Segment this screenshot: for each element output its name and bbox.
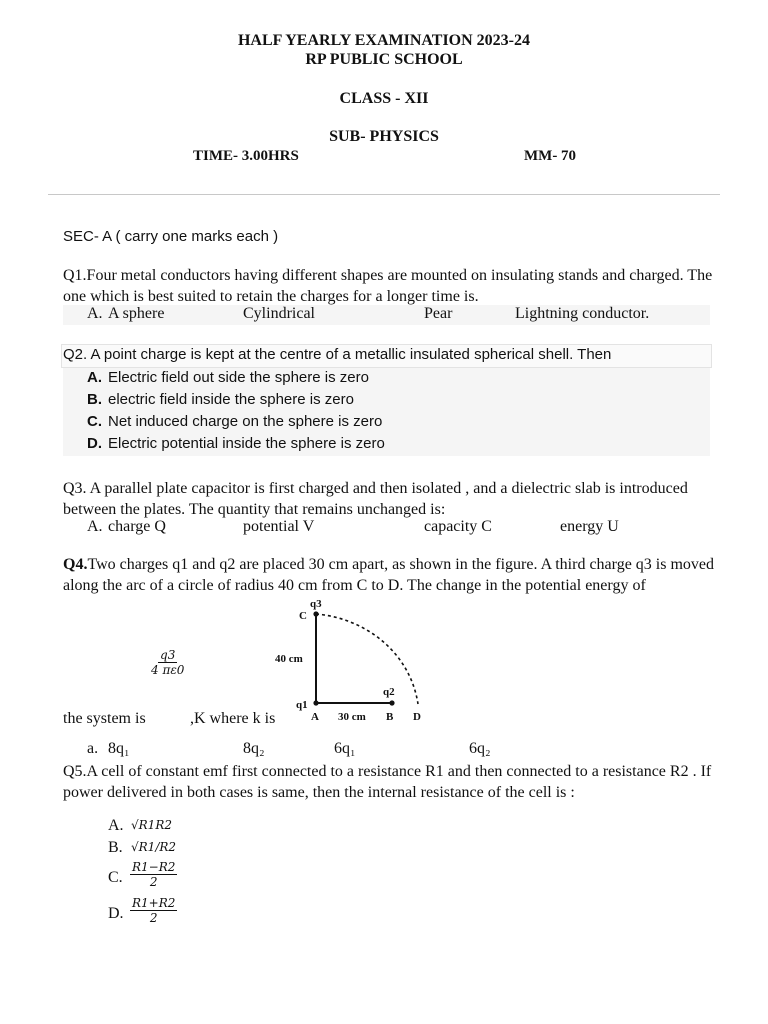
- q2-option-a: Electric field out side the sphere is zero: [108, 369, 369, 386]
- q4-option-a-label: a.: [87, 740, 99, 757]
- q5-option-b-label: B.: [108, 839, 123, 856]
- question-2-text: Q2. A point charge is kept at the centre of a metallic insulated spherical shell. Then: [63, 346, 612, 363]
- time-label: TIME- 3.00HRS: [193, 148, 299, 164]
- figure-label-40cm: 40 cm: [275, 653, 303, 665]
- q2-option-a-label: A.: [87, 369, 102, 386]
- q4-option-b: 8q₂: [243, 740, 265, 757]
- divider: [48, 194, 720, 195]
- figure-label-q1: q1: [296, 699, 308, 711]
- q3-option-c: capacity C: [424, 518, 492, 535]
- q5-option-c-denominator: 2: [149, 875, 158, 889]
- q1-option-c: Pear: [424, 305, 453, 322]
- q5-option-d: [130, 896, 177, 925]
- q3-option-d: energy U: [560, 518, 619, 535]
- q5-option-c: [130, 860, 177, 889]
- q4-option-c: 6q₁: [334, 740, 356, 757]
- q1-option-a: A sphere: [108, 305, 165, 322]
- q5-option-b: √R1/R2: [131, 840, 177, 854]
- q4-fraction-numerator: q3: [160, 648, 176, 662]
- question-3-text: Q3. A parallel plate capacitor is first charged and then isolated , and a dielectric slab is introduced between the plates. The quantity that remains unchanged is:: [63, 480, 688, 518]
- q2-option-c: Net induced charge on the sphere is zero: [108, 413, 383, 430]
- q4-body: Two charges q1 and q2 are placed 30 cm apart, as shown in the figure. A third charge q3 is moved along the arc of a circle of radius 40 cm from C to D. The change in the potential energy of: [63, 556, 715, 594]
- figure-label-30cm: 30 cm: [338, 711, 366, 723]
- q1-option-b: Cylindrical: [243, 305, 315, 322]
- q5-option-d-numerator: R1+R2: [132, 896, 176, 910]
- question-5-text: Q5.A cell of constant emf first connected to a resistance R1 and then connected to a resistance R2 . If power delivered in both cases is same, then the internal resistance of the cell is :: [63, 763, 712, 801]
- q2-option-b-label: B.: [87, 391, 102, 408]
- figure-label-a: A: [311, 711, 319, 723]
- q5-option-c-numerator: R1−R2: [132, 860, 176, 874]
- q1-option-a-label: A.: [87, 305, 103, 322]
- question-4-text: [63, 554, 723, 596]
- q5-option-a: √R1R2: [131, 818, 172, 832]
- q3-option-b: potential V: [243, 518, 315, 535]
- q5-option-d-label: D.: [108, 905, 124, 922]
- q4-option-d: 6q₂: [469, 740, 491, 757]
- q5-option-d-denominator: 2: [149, 911, 158, 925]
- q2-option-c-label: C.: [87, 413, 102, 430]
- question-1-text: Q1.Four metal conductors having different shapes are mounted on insulating stands and charged. The one which is best suited to retain the charges for a longer time is.: [63, 267, 713, 305]
- q4-option-a: 8q₁: [108, 740, 130, 757]
- figure-label-c: C: [299, 610, 307, 622]
- figure-label-q2: q2: [383, 686, 395, 698]
- subject-label: SUB- PHYSICS: [329, 128, 439, 145]
- figure-label-q3: q3: [310, 598, 322, 610]
- q4-tail-k: ,K where k is: [190, 710, 276, 727]
- q4-figure: [270, 594, 440, 726]
- q4-tail-text: the system is: [63, 710, 146, 727]
- question-1-options: [63, 305, 710, 325]
- q2-option-b: electric field inside the sphere is zero: [108, 391, 354, 408]
- q5-option-a-label: A.: [108, 817, 124, 834]
- school-name: RP PUBLIC SCHOOL: [305, 51, 463, 68]
- q2-option-d-label: D.: [87, 435, 102, 452]
- figure-arc: [316, 614, 418, 704]
- exam-title: HALF YEARLY EXAMINATION 2023-24: [237, 32, 530, 49]
- figure-point-b: [389, 700, 394, 705]
- q4-fraction: [151, 648, 184, 677]
- figure-point-a: [313, 700, 318, 705]
- q4-fraction-denominator: 4 πε0: [151, 663, 185, 677]
- q3-option-a: charge Q: [108, 518, 166, 535]
- q5-option-c-label: C.: [108, 869, 123, 886]
- question-2-options: [63, 368, 710, 456]
- q4-number: Q4.: [63, 556, 88, 573]
- q3-option-a-label: A.: [87, 518, 103, 535]
- q1-option-d: Lightning conductor.: [515, 305, 650, 322]
- marks-label: MM- 70: [524, 148, 577, 164]
- figure-label-d: D: [413, 711, 421, 723]
- figure-point-c: [313, 611, 318, 616]
- q2-option-d: Electric potential inside the sphere is zero: [108, 435, 385, 452]
- figure-label-b: B: [386, 711, 394, 723]
- section-heading: SEC- A ( carry one marks each ): [63, 228, 279, 245]
- class-label: CLASS - XII: [339, 90, 429, 107]
